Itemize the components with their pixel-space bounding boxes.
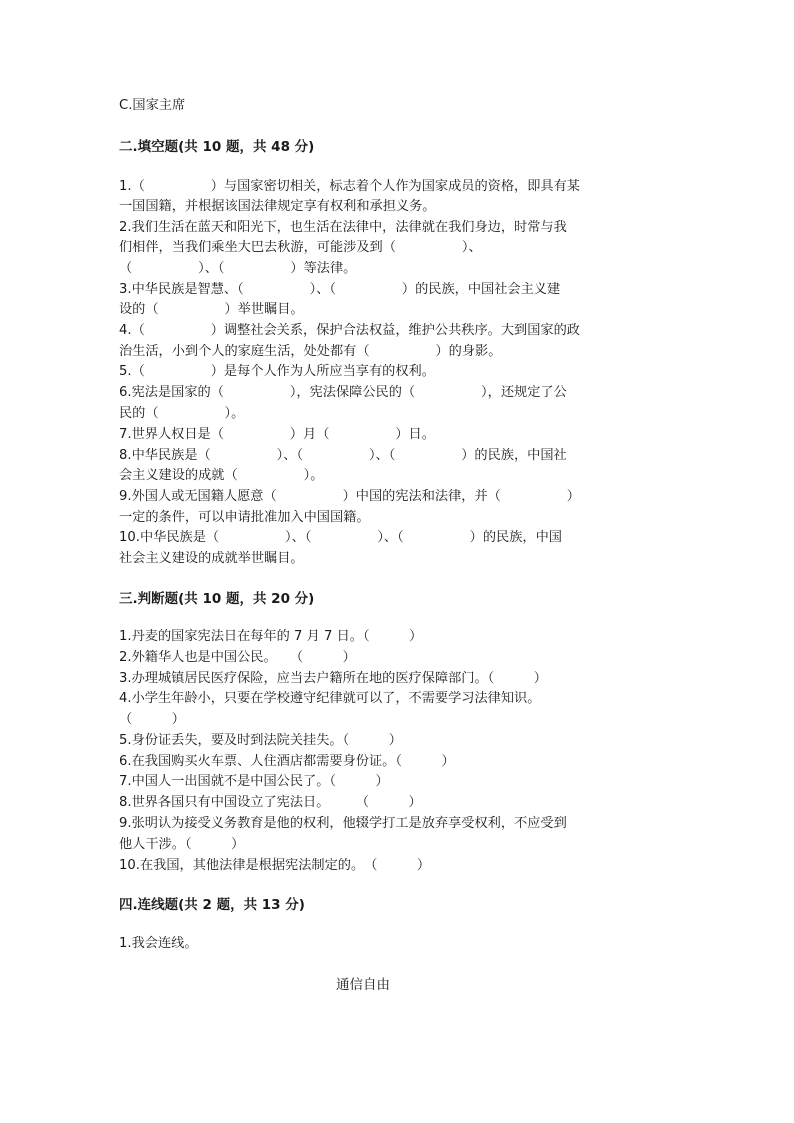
fill-line: 7.世界人权日是（ ）月（ ）日。: [119, 427, 435, 442]
match-section-heading: 四.连线题(共 2 题，共 13 分): [119, 897, 305, 913]
judge-line: 10.在我国，其他法律是根据宪法制定的。 （ ）: [119, 858, 431, 873]
fill-line: 4.（ ）调整社会关系，保护合法权益，维护公共秩序。大到国家的政: [119, 323, 580, 338]
fill-line: 1.（ ）与国家密切相关，标志着个人作为国家成员的资格，即具有某: [119, 179, 580, 194]
judge-line: 7.中国人一出国就不是中国公民了。（ ）: [119, 774, 389, 789]
fill-line: 8.中华民族是（ ）、（ ）、（ ）的民族，中国社: [119, 448, 567, 463]
fill-line: 一国国籍，并根据该国法律规定享有权利和承担义务。: [119, 199, 436, 214]
fill-line: 治生活，小到个人的家庭生活，处处都有（ ）的身影。: [119, 344, 502, 359]
fill-line: 6.宪法是国家的（ ），宪法保障公民的（ ），还规定了公: [119, 385, 567, 400]
option-c: C.国家主席: [119, 98, 186, 113]
fill-line: 社会主义建设的成就举世瞩目。: [119, 551, 304, 566]
match-question: 1.我会连线。: [119, 936, 198, 951]
judge-line: 5.身份证丢失，要及时到法院关挂失。（ ）: [119, 733, 402, 748]
fill-line: 2.我们生活在蓝天和阳光下，也生活在法律中，法律就在我们身边，时常与我: [119, 220, 567, 235]
fill-line: 们相伴，当我们乘坐大巴去秋游，可能涉及到（ ）、: [119, 240, 482, 255]
judge-line: 2.外籍华人也是中国公民。 （ ）: [119, 650, 356, 665]
judge-line: 9.张明认为接受义务教育是他的权利，他辍学打工是放弃享受权利，不应受到: [119, 816, 567, 831]
fill-line: 一定的条件，可以申请批准加入中国国籍。: [119, 510, 370, 525]
fill-line: 10.中华民族是（ ）、（ ）、（ ）的民族，中国: [119, 530, 562, 545]
judge-line: 4.小学生年龄小，只要在学校遵守纪律就可以了，不需要学习法律知识。: [119, 691, 541, 706]
fill-line: 3.中华民族是智慧、（ ）、（ ）的民族，中国社会主义建: [119, 282, 561, 297]
judge-line: 3.办理城镇居民医疗保险，应当去户籍所在地的医疗保障部门。（ ）: [119, 671, 547, 686]
fill-line: 9.外国人或无国籍人愿意（ ）中国的宪法和法律，并（ ）: [119, 489, 580, 504]
fill-line: 5.（ ）是每个人作为人所应当享有的权利。: [119, 364, 435, 379]
judge-section-heading: 三.判断题(共 10 题，共 20 分): [119, 591, 315, 607]
fill-section-heading: 二.填空题(共 10 题，共 48 分): [119, 139, 315, 155]
match-item: 通信自由: [336, 977, 390, 993]
judge-line: 1.丹麦的国家宪法日在每年的 7 月 7 日。（ ）: [119, 629, 423, 644]
judge-line: 8.世界各国只有中国设立了宪法日。 （ ）: [119, 795, 422, 810]
judge-line: 6.在我国购买火车票、人住酒店都需要身份证。（ ）: [119, 754, 455, 769]
fill-line: 会主义建设的成就（ ）。: [119, 468, 324, 483]
judge-line: 他人干涉。（ ）: [119, 837, 245, 852]
judge-line: （ ）: [119, 712, 185, 727]
fill-line: （ ）、（ ）等法律。: [119, 261, 357, 276]
fill-line: 设的（ ）举世瞩目。: [119, 302, 304, 317]
fill-line: 民的（ ）。: [119, 406, 245, 421]
